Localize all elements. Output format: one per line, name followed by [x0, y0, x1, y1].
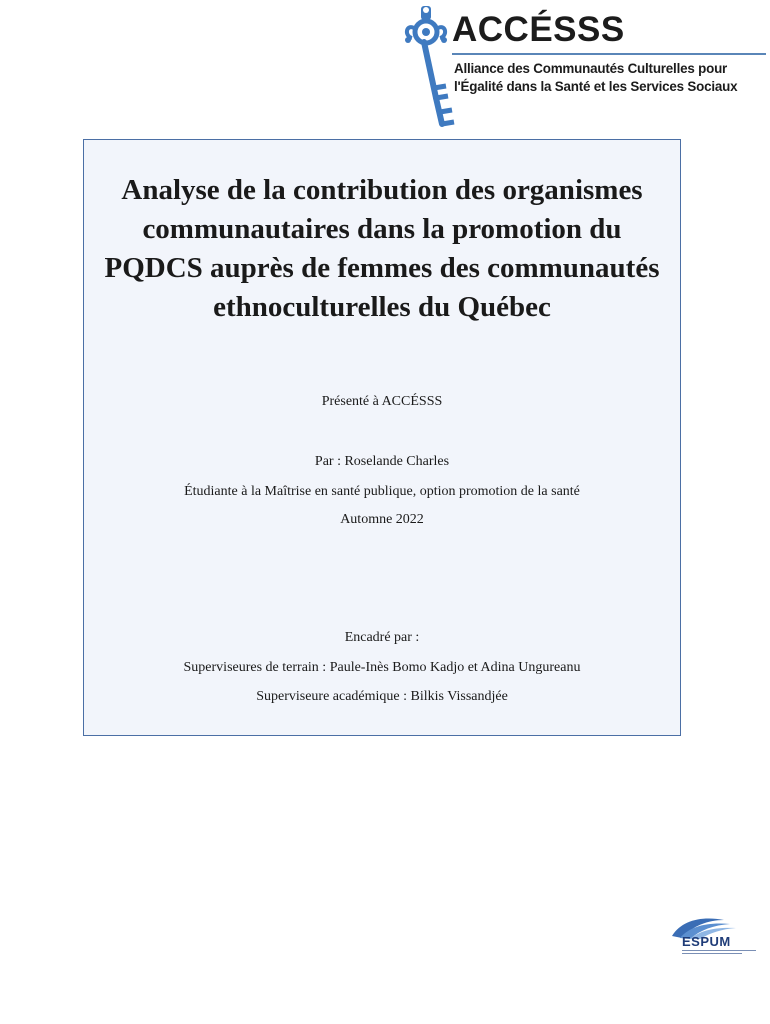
logo-tagline-line-2: l'Égalité dans la Santé et les Services Sociaux: [454, 79, 738, 94]
author: Par : Roselande Charles: [314, 454, 450, 469]
accesss-logo: [400, 2, 770, 130]
document-title-line-1: Analyse de la contribution des organismes: [121, 174, 643, 206]
field-supervisors: Superviseures de terrain : Paule-Inès Bomo Kadjo et Adina Ungureanu: [183, 660, 581, 675]
title-box: [83, 139, 681, 736]
presented-to: Présenté à ACCÉSSS: [321, 394, 443, 409]
logo-divider: [452, 53, 766, 55]
document-title-line-3: PQDCS auprès de femmes des communautés: [104, 252, 660, 284]
document-title: [84, 171, 680, 327]
document-title-line-2: communautaires dans la promotion du: [142, 213, 622, 245]
logo-name: ACCÉSSS: [452, 10, 625, 49]
supervised-by-label: Encadré par :: [344, 630, 420, 645]
academic-supervisor: Superviseure académique : Bilkis Vissandjée: [256, 689, 508, 704]
program: Étudiante à la Maîtrise en santé publique, option promotion de la santé: [184, 484, 580, 499]
espum-subtitle-lines: [682, 950, 756, 958]
logo-tagline: [454, 60, 737, 96]
espum-name: ESPUM: [682, 934, 731, 949]
document-title-line-4: ethnoculturelles du Québec: [213, 291, 551, 323]
espum-logo: [664, 914, 760, 964]
session: Automne 2022: [340, 512, 424, 527]
logo-tagline-line-1: Alliance des Communautés Culturelles pour: [454, 61, 728, 76]
key-logo-icon: [400, 2, 460, 128]
